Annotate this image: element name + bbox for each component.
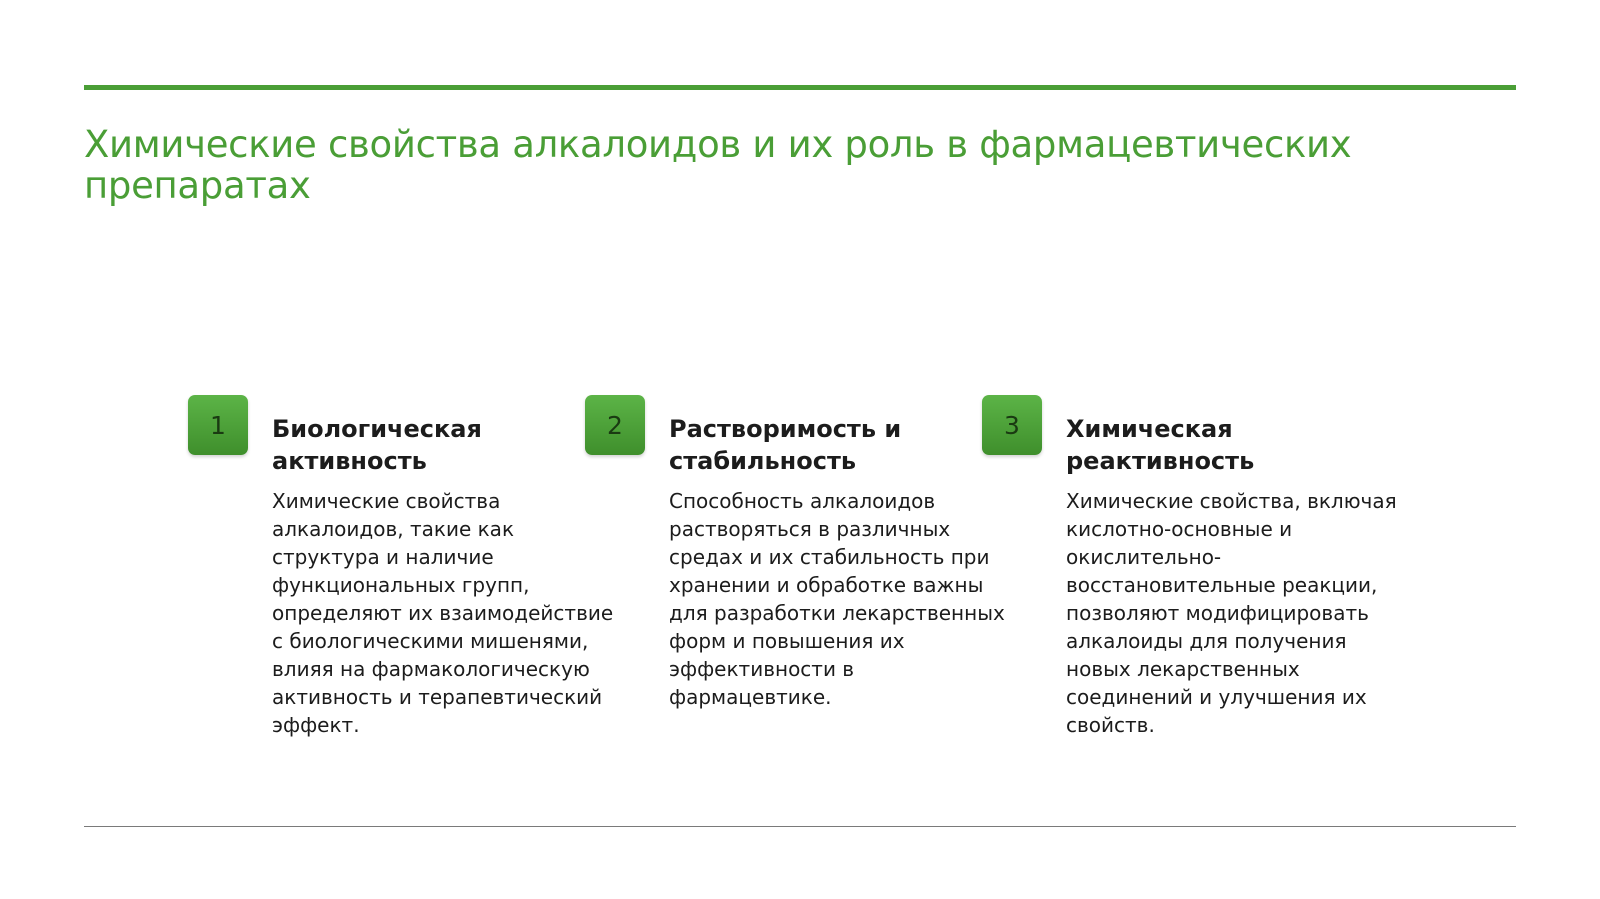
step-number-badge: 2 xyxy=(585,395,645,455)
step-description: Химические свойства алкалоидов, такие как структура и наличие функциональных групп, определяют их взаимодействие с биологическими мишенями, влияя на фармакологическую активность и терапевтический эффект. xyxy=(272,489,614,737)
step-description: Способность алкалоидов растворяться в различных средах и их стабильность при хранении и обработке важны для разработки лекарственных форм и повышения их эффективности в фармацевтике. xyxy=(669,489,1005,709)
steps-container xyxy=(188,395,1448,795)
step-number-badge: 1 xyxy=(188,395,248,455)
step-number-badge: 3 xyxy=(982,395,1042,455)
step-description: Химические свойства, включая кислотно-основные и окислительно-восстановительные реакции, позволяют модифицировать алкалоиды для получения новых лекарственных соединений и улучшения их свойств. xyxy=(1066,489,1397,737)
top-accent-rule xyxy=(84,85,1516,90)
step-title: Растворимость и стабильность xyxy=(669,415,902,475)
step-title: Биологическая активность xyxy=(272,415,482,475)
slide-title: Химические свойства алкалоидов и их роль в фармацевтических препаратах xyxy=(84,123,1352,207)
bottom-divider xyxy=(84,826,1516,827)
step-title: Химическая реактивность xyxy=(1066,415,1255,475)
